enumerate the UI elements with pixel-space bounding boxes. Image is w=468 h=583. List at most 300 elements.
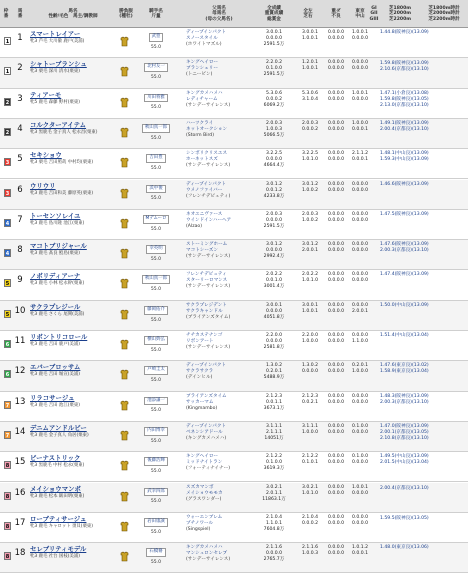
r1-line: 2.1.1.6 [301,545,319,551]
dam-name: スターリーロマンス [186,278,228,284]
rec-line: 2.0.0.3 [265,211,283,217]
course-record-cell [296,121,324,133]
r2-line: 0.0.0.0 [327,551,345,557]
r1-line: 5.3.0.6 [301,90,319,96]
r3-line: 0.0.0.0 [351,248,369,254]
r3-line: 0.0.0.0 [351,242,369,248]
r1-line: 3.1.0.4 [301,96,319,102]
pedigree-cell [186,151,252,169]
header-r2: 重ダ 不良 [331,8,341,19]
horse-number: 2 [17,63,23,74]
jockey-name[interactable]: 後藤浩輝 [144,457,168,466]
horse-number: 18 [14,548,26,559]
sire-name: ハーツクライ [186,120,214,126]
horse-name-link[interactable]: セキショウ [30,151,62,160]
r1-line: 3.0.1.2 [301,181,319,187]
time-cell [380,515,466,522]
horse-cell [30,243,116,257]
horse-name-link[interactable]: スマートレイアー [30,30,81,38]
pedigree-cell [186,182,252,200]
pedigree-cell [186,454,252,472]
weight-value: 55.0 [150,196,162,202]
jockey-cell [136,306,176,323]
weight-value: 55.0 [150,408,162,414]
horse-name-link[interactable]: リボントリコロール [30,333,88,341]
r3-line: 2.1.1.2 [351,151,369,157]
broodmare-sire: (フレンチデピュティ) [186,193,231,199]
r2-line: 0.0.0.0 [327,157,345,163]
jockey-cell [136,457,176,474]
racing-silk-icon [120,400,129,411]
rec-line: 0.0.0.0 [265,339,283,345]
track-record-cell [346,545,374,557]
horse-number: 4 [17,123,23,134]
jockey-name[interactable]: 吉田豊 [146,154,165,163]
course-record-cell [296,545,324,557]
r3-line: 0.0.0.0 [351,460,369,466]
horse-owner-trainer: 牝3 鹿毛 吉田 堀宣(美浦) [30,372,80,378]
horse-cell [30,486,116,500]
jockey-name[interactable]: 秋山真一郎 [142,124,170,133]
jockey-name[interactable]: 内田博幸 [144,427,168,436]
horse-number: 6 [17,184,23,195]
pedigree-cell [186,242,252,260]
racing-silk-icon [120,218,129,229]
broodmare-sire: (フォーティナイナー) [186,466,231,472]
horse-number: 12 [14,366,26,377]
jockey-name[interactable]: 北村友一 [144,63,168,72]
table-row [0,543,468,573]
jockey-name[interactable]: 幸英明 [146,245,165,254]
best-line: 1.46.6(阪神良)(13.09) [380,181,429,187]
table-row [0,28,468,58]
record-cell [254,545,294,563]
course-record-cell [296,394,324,406]
best-line: 1.48.1(中山良)(13.09) [380,151,429,157]
time-cell [380,272,466,278]
r3-line: 0.0.0.0 [351,490,369,496]
pedigree-cell [186,60,252,78]
r3-line: 0.1.0.0 [351,454,369,460]
horse-owner-trainer: 牝3 鹿毛 島川隆 池江(栗東) [30,220,85,226]
jockey-cell [136,427,176,444]
waku-badge: 1 [5,69,10,76]
horse-name-link[interactable]: ピーナストリック [30,454,81,463]
jockey-cell [136,366,176,383]
r3-line: 0.1.0.0 [351,423,369,429]
jockey-name[interactable]: Mデムーロ [143,215,170,224]
waku-badge: 8 [5,523,10,530]
r1-line: 1.0.1.0 [301,490,319,496]
time-cell [380,151,466,163]
jockey-cell [136,63,176,80]
dam-name: レディチャーム [186,96,218,102]
best-line: 1.48.3(阪神良)(13.09) [380,393,429,399]
r3-line: 0.0.0.0 [351,96,369,102]
header-horse: 馬名 性齢/毛色 馬主/調教師 [48,8,98,19]
r1-line: 0.0.0.2 [301,126,319,132]
r1-line: 3.0.1.2 [301,242,319,248]
best-line: 2.01.5(中山良)(13.04) [380,460,429,466]
r1-line: 2.0.0.3 [301,120,319,126]
sire-name: ディープインパクト [186,423,227,429]
rec-line: 0.2.0.1 [265,369,283,375]
r1-line: 3.2.2.5 [301,151,319,157]
horse-name-link[interactable]: シャトーブランシュ [30,60,87,69]
rec-line: 6069.2万 [263,102,285,108]
r3-line: 0.0.0.0 [351,187,369,193]
weight-value: 55.0 [150,287,162,293]
rec-line: 0.0.0.0 [265,308,283,314]
record-cell [254,182,294,200]
jockey-name[interactable]: 藤岡佑介 [144,306,168,315]
horse-cell [30,546,116,560]
sire-name: フレンチデピュティ [186,272,227,278]
best-line: 2.00.3(京都良)(13.10) [380,248,429,254]
jockey-name[interactable]: 戸崎圭太 [144,366,168,375]
track-record-cell [346,91,374,103]
jockey-cell [136,94,176,111]
record-cell [254,91,294,109]
broodmare-sire: (グラスワンダー) [186,496,222,502]
sire-name: ストーミングホーム [186,242,228,248]
r1-line: 3.0.0.1 [301,302,319,308]
rec-line: 5.3.0.6 [265,90,283,96]
table-row [0,210,468,240]
r2-line: 0.0.0.0 [327,126,345,132]
rec-line: 3.0.0.1 [265,30,283,35]
waku-badge: 7 [5,432,10,439]
waku-badge: 8 [5,554,10,561]
r2-line: 0.0.0.0 [327,278,345,284]
rec-line: 2.1.1.1 [265,429,283,435]
r2-line: 0.0.0.0 [327,369,345,375]
horse-owner-trainer: 牝3 黒鹿毛 金子真人 松永昌(栗東) [30,129,98,135]
r2-line: 0.0.0.0 [327,454,345,460]
r2-line: 0.0.0.0 [327,211,345,217]
track-record-cell [346,242,374,254]
r1-line: 3.0.2.1 [301,484,319,490]
pedigree-cell [186,272,252,290]
pedigree-cell [186,515,252,533]
best-line: 1.59.3(中山良)(13.09) [380,157,429,163]
rec-line: 3001.4万 [263,284,285,290]
horse-owner-trainer: 牝3 鹿毛 社台 国枝(美浦) [30,554,80,560]
waku-badge: 7 [5,402,10,409]
horse-name-link[interactable]: ローブティサージュ [30,514,87,523]
r1-line: 1.0.0.1 [301,36,319,42]
horse-name-link[interactable]: リラコサージュ [30,393,75,402]
weight-value: 55.0 [150,347,162,353]
waku-badge: 8 [5,463,10,470]
best-line: 2.00.4(京都良)(13.10) [380,126,429,132]
rec-line: 2.0.2.2 [265,272,283,278]
pedigree-cell [186,485,252,503]
course-record-cell [296,151,324,163]
best-line: 1.47.6(東京良)(13.02) [380,363,429,369]
best-line: 1.47.5(阪神良)(13.09) [380,211,429,217]
time-cell [380,212,466,218]
weight-value: 55.0 [150,469,162,475]
r2-line: 0.0.0.0 [327,272,345,278]
rec-line: 3673.1万 [263,405,285,411]
header-jockey: 騎手名 斤量 [149,8,163,19]
table-row [0,483,468,513]
sire-name: ウォーエンブレム [186,514,223,520]
r1-line: 0.0.0.2 [301,520,319,526]
horse-name-link[interactable]: ウリウリ [30,181,56,190]
jockey-name[interactable]: 浜中俊 [146,185,165,194]
horse-name-link[interactable]: マコトブリジャール [30,242,87,251]
horse-number: 10 [14,305,26,316]
r1-line: 1.0.0.1 [301,308,319,314]
broodmare-sire: (サンデーサイレンス) [186,284,231,290]
horse-name-link[interactable]: コルクターアイテム [30,120,87,129]
pedigree-cell [186,91,252,109]
horse-owner-trainer: 牝3 栗毛 深川 清水(栗東) [30,69,80,75]
table-row [0,270,468,300]
r3-line: 1.0.0.1 [351,90,369,96]
header-r3: 東京 中山 [355,8,365,19]
record-cell [254,60,294,78]
jockey-name[interactable]: 池添謙一 [144,397,168,406]
broodmare-sire: (Singspiel) [186,526,211,532]
rec-line: 2.0.0.3 [265,120,283,126]
best-line: 1.44.8(阪神良)(13.09) [380,30,429,35]
horse-cell [30,304,116,318]
r2-line: 0.0.0.0 [327,393,345,399]
sire-name: キングカメハメハ [186,90,223,96]
racing-silk-icon [120,460,129,471]
weight-value: 55.0 [150,499,162,505]
jockey-cell [136,548,176,565]
track-record-cell [346,363,374,375]
waku-badge: 5 [5,311,10,318]
dam-name: ベネンシアドール [186,429,223,435]
rec-line: 0.0.1.0 [265,278,283,284]
dam-name: メイショウモモカ [186,490,223,496]
rec-line: 4051.8万 [263,314,285,320]
rec-line: 0.0.0.0 [265,248,283,254]
track-record-cell [346,60,374,72]
waku-badge: 4 [5,220,10,227]
rec-line: 2591.5万 [263,42,285,48]
racing-silk-icon [120,339,129,350]
r3-line: 0.0.0.1 [351,551,369,557]
horse-cell [30,152,116,166]
racing-silk-icon [120,248,129,259]
table-row [0,119,468,149]
weight-value: 55.0 [150,317,162,323]
horse-owner-trainer: 牝3 鹿毛 松本 飯田明(栗東) [30,493,85,499]
sire-name: ブライアンズタイム [186,393,227,399]
table-row [0,240,468,270]
jockey-name[interactable]: 石橋脩 [146,548,165,557]
track-record-cell [346,394,374,406]
broodmare-sire: (サンデーサイレンス) [186,557,231,563]
sire-name: ネオユニヴァース [186,211,223,217]
broodmare-sire: (サンデーサイレンス) [186,345,231,351]
sire-name: ディープインパクト [186,30,227,35]
horse-cell [30,425,116,439]
course-record-cell [296,60,324,72]
horse-number: 17 [14,517,26,528]
dam-name: ホーネットスズ [186,157,218,163]
weight-value: 55.0 [150,438,162,444]
r3-line: 0.0.0.0 [351,393,369,399]
jockey-cell [136,124,176,141]
r2-line: 0.0.0.0 [327,60,345,66]
r1-line: 0.0.0.0 [301,369,319,375]
time-cell [380,30,466,36]
rec-line: 2.0.1.1 [265,490,283,496]
r1-line: 1.0.0.0 [301,429,319,435]
r2-line: 0.0.0.0 [327,30,345,35]
header-silk: 勝負服 (種牡) [119,8,133,19]
record-cell [254,454,294,472]
r1-line: 2.0.0.1 [301,248,319,254]
horse-name-link[interactable]: メイショウマンボ [30,484,81,493]
r3-line: 0.0.0.1 [351,126,369,132]
r3-line: 1.0.0.0 [351,120,369,126]
jockey-cell [136,336,176,353]
rec-line: 0.0.0.0 [265,36,283,42]
track-record-cell [346,182,374,194]
pedigree-cell [186,212,252,230]
dam-name: ネットオークション [186,126,228,132]
horse-cell [30,455,116,469]
track-record-cell [346,272,374,284]
best-line: 1.50.0(中山良)(13.09) [380,302,429,308]
course-record-cell [296,363,324,375]
best-line: 1.47.0(阪神良)(13.09) [380,423,429,429]
dam-name: ウインドインハーヘア [186,217,232,223]
table-row [0,89,468,119]
course-record-cell [296,515,324,527]
horse-name-link[interactable]: デニムアンドルビー [30,423,87,432]
horse-name-link[interactable]: ノボリディアーナ [30,272,81,281]
broodmare-sire: (ホワイトマズル) [186,42,222,48]
sire-name: キングカメハメハ [186,545,223,551]
weight-value: 55.0 [150,256,162,262]
jockey-name[interactable]: 岩田康誠 [144,518,168,527]
jockey-name[interactable]: 武豊 [149,33,164,42]
rec-line: 2.1.2.2 [265,454,283,460]
racing-silk-icon [120,97,129,108]
record-cell [254,424,294,442]
jockey-cell [136,397,176,414]
horse-cell [30,273,116,287]
time-cell [380,454,466,466]
jockey-cell [136,488,176,505]
rec-line: 0.1.0.0 [265,460,283,466]
r1-line: 1.0.0.3 [301,551,319,557]
horse-owner-trainer: 牝3 黒鹿毛 中村 松永(栗東) [30,463,85,469]
rec-line: 2591.5万 [263,223,285,229]
jockey-cell [136,245,176,262]
r1-line: 2.0.2.2 [301,272,319,278]
r3-line: 1.0.0.1 [351,30,369,35]
best-line: 1.59.5(阪神良)(13.05) [380,515,429,521]
waku-badge: 3 [5,160,10,167]
waku-badge: 1 [5,39,10,45]
horse-name-link[interactable]: エバーブロッサム [30,363,81,372]
r1-line: 2.1.2.3 [301,393,319,399]
rec-line: 0.0.1.1 [265,399,283,405]
dam-name: プチノワール [186,520,214,526]
horse-number: 7 [17,214,23,225]
r2-line: 0.0.0.0 [327,308,345,314]
horse-name-link[interactable]: サクラプレジール [30,302,81,311]
track-record-cell [346,424,374,436]
dam-name: マコトシーズン [186,248,218,254]
header-grade: GI GII GIII [369,6,379,22]
r3-line: 0.0.0.0 [351,217,369,223]
rec-line: 3.1.1.1 [265,423,283,429]
jockey-cell [136,215,176,232]
jockey-name[interactable]: 秋山真一郎 [142,275,170,284]
rec-line: 0.0.1.2 [265,187,283,193]
pedigree-cell [186,30,252,48]
weight-value: 55.0 [150,226,162,232]
time-cell [380,182,466,188]
rec-line: 2.2.0.0 [265,333,283,338]
r3-line: 0.0.0.0 [351,272,369,278]
racing-silk-icon [120,36,129,47]
horse-name-link[interactable]: セレブリティモデル [30,545,87,554]
time-cell [380,545,466,551]
rec-line: 2.1.1.6 [265,545,283,551]
r2-line: 0.0.0.0 [327,339,345,345]
sire-name: キングヘイロー [186,60,219,66]
r3-line: 0.0.0.0 [351,302,369,308]
sire-name: キングヘイロー [186,454,219,460]
time-cell [380,363,466,375]
horse-name-link[interactable]: トーセンソレイユ [30,211,81,220]
r1-line: 3.1.1.1 [301,423,319,429]
jockey-name[interactable]: 川田将雅 [144,94,168,103]
horse-name-link[interactable]: ティアーモ [30,90,62,99]
r1-line: 1.0.0.2 [301,187,319,193]
header-pedigree: 父馬名 母馬名 (母の父馬名) [205,6,233,22]
rec-line: 5488.9万 [263,375,285,381]
record-cell [254,394,294,412]
best-line: 1.58.9(東京良)(13.04) [380,369,429,375]
table-row [0,422,468,452]
horse-owner-trainer: 牝3 鹿毛 小林 松永幹(栗東) [30,281,85,287]
pedigree-cell [186,363,252,381]
dam-name: サッカーマム [186,399,214,405]
horse-owner-trainer: 牝3 鹿毛 吉田 池江(栗東) [30,402,80,408]
r2-line: 0.0.0.0 [327,187,345,193]
dam-name: サクラサクラ [186,369,214,375]
jockey-name[interactable]: 横山典弘 [144,336,168,345]
jockey-cell [136,518,176,535]
r2-line: 0.0.0.0 [327,217,345,223]
r3-line: 0.0.0.0 [351,520,369,526]
track-record-cell [346,485,374,497]
time-cell [380,60,466,73]
r2-line: 0.0.0.0 [327,423,345,429]
course-record-cell [296,333,324,345]
horse-number: 14 [14,426,26,437]
racing-silk-icon [120,430,129,441]
jockey-name[interactable]: 武幸四郎 [144,488,168,497]
sire-name: スズカマンボ [186,484,214,490]
header-distance: 芝1800m 芝2000m 芝2200m [388,6,412,22]
best-line: 1.48.0(東京良)(13.06) [380,545,429,551]
dam-name: ブランシェリー [186,66,218,72]
